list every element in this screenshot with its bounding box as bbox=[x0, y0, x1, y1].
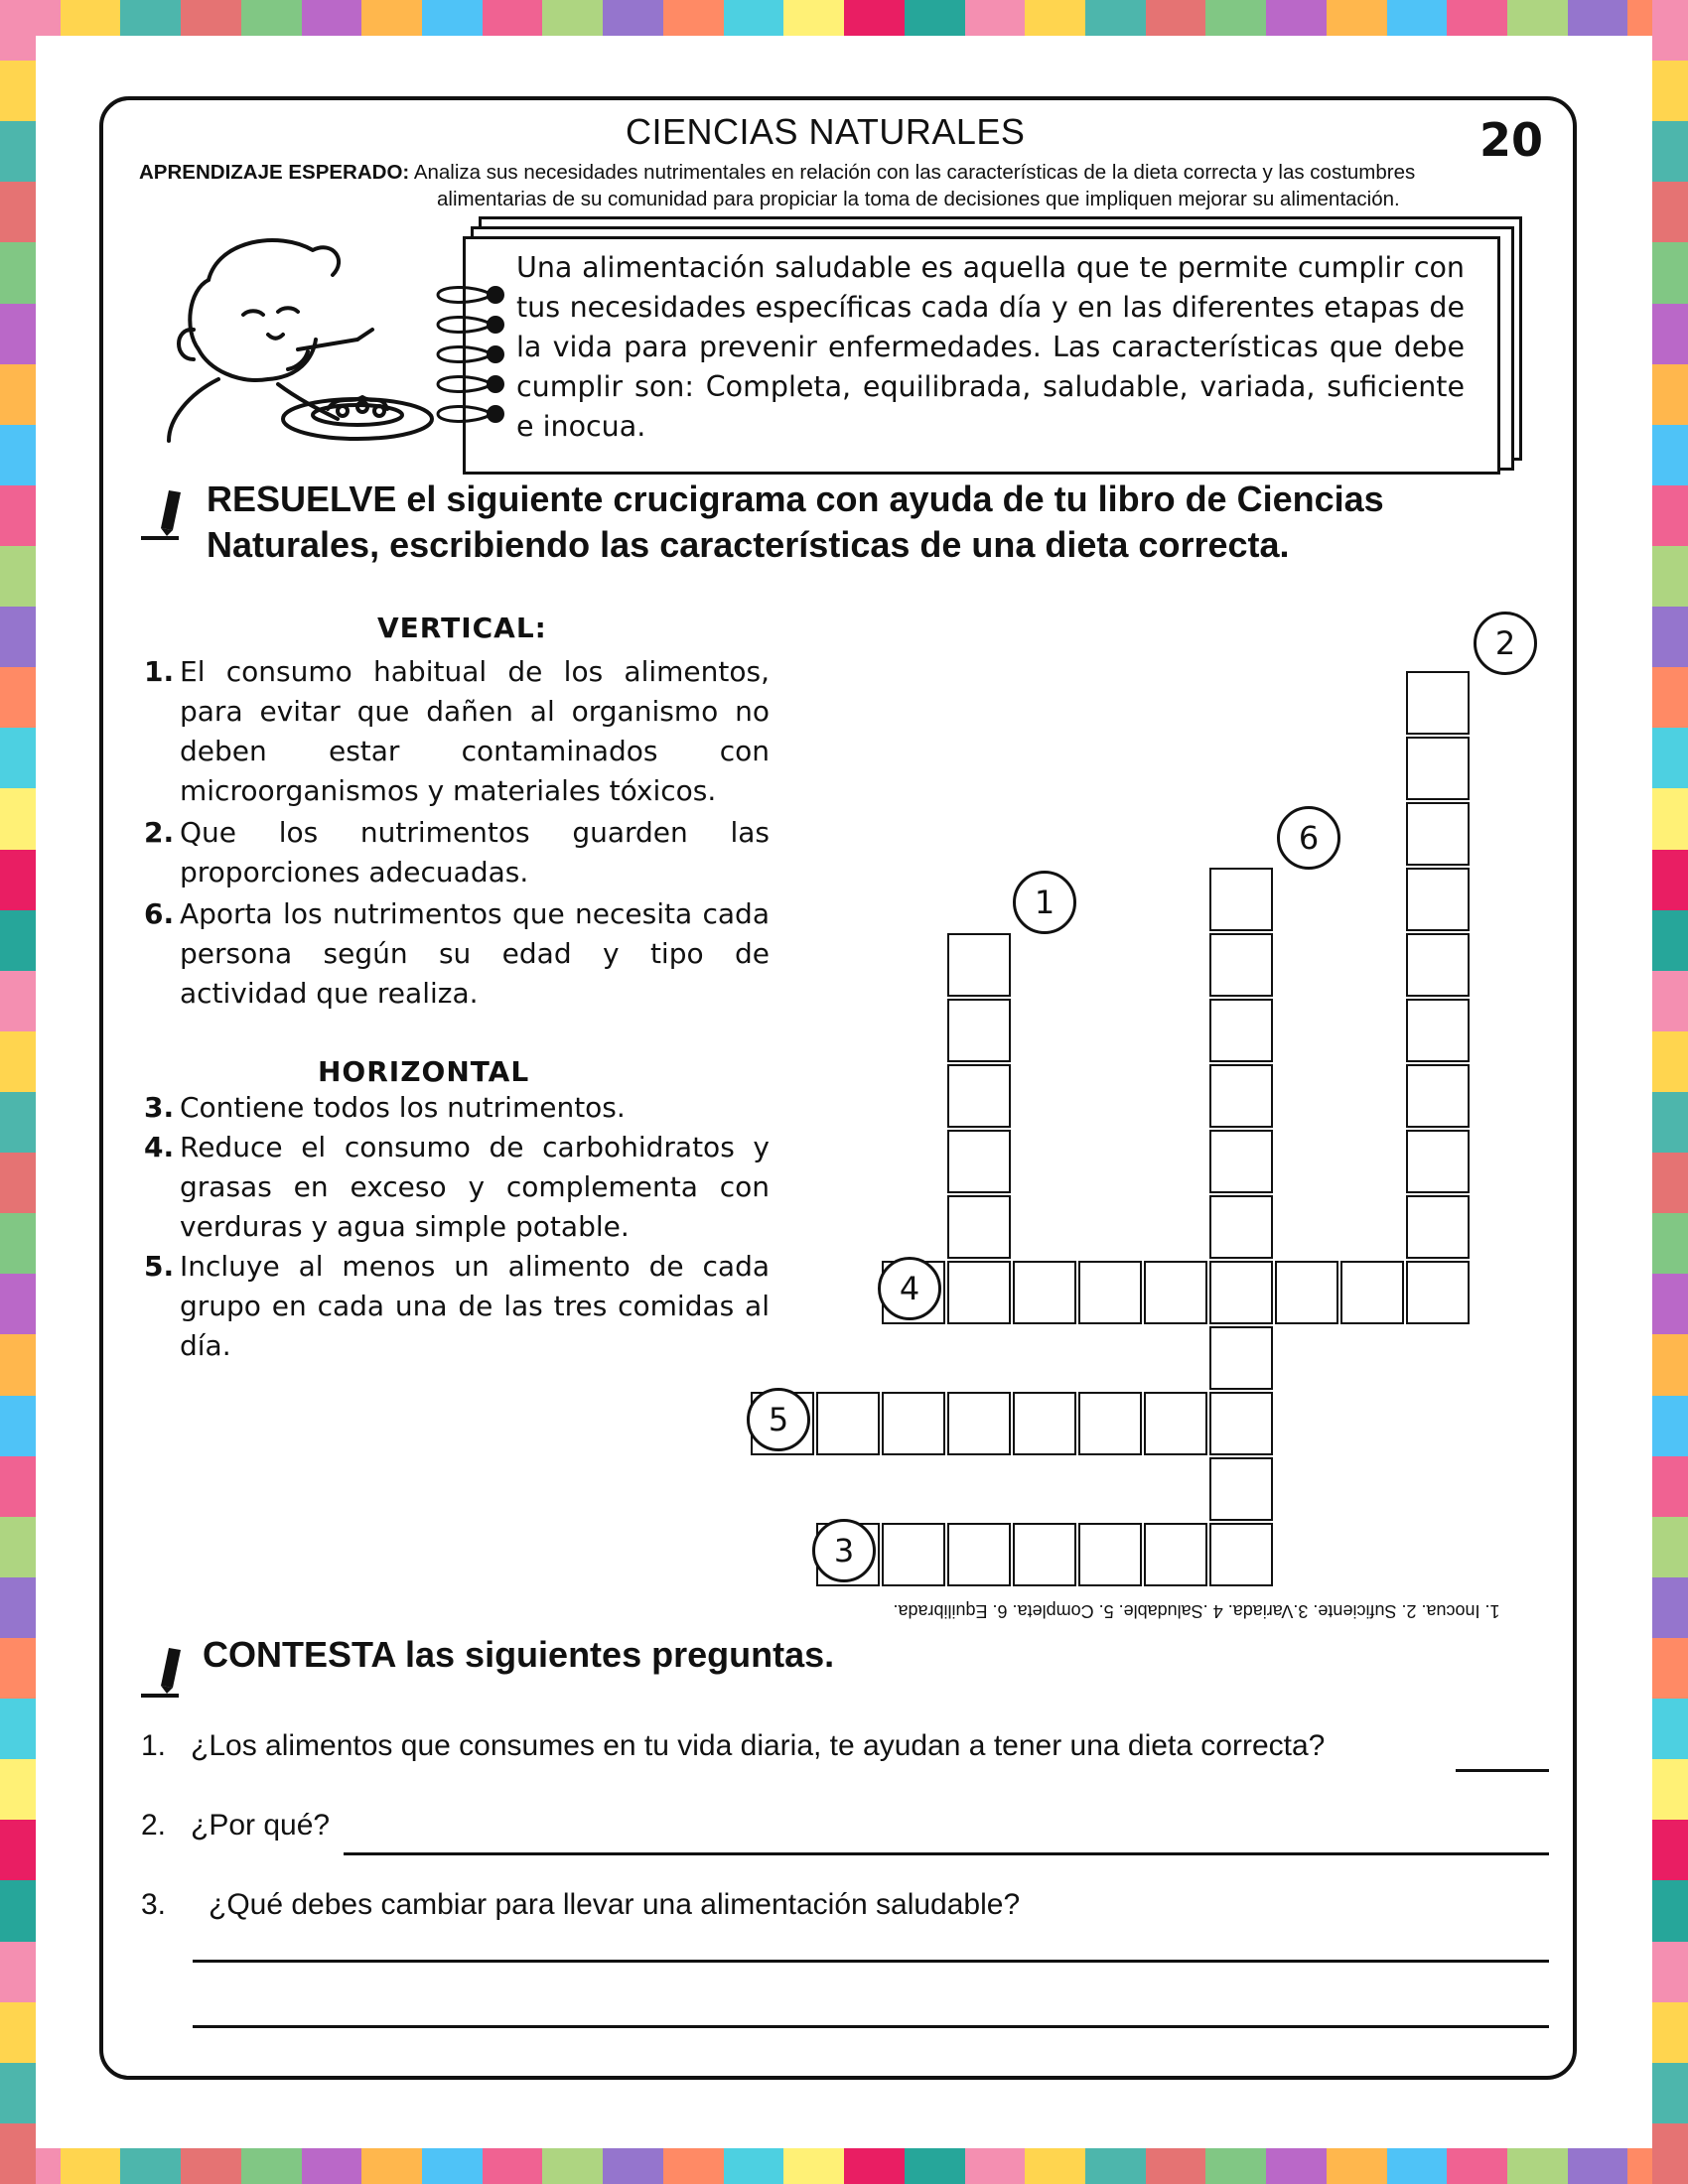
pencil-stripe bbox=[1447, 0, 1507, 36]
pencil-icon bbox=[139, 482, 199, 542]
pencil-stripe bbox=[1652, 1699, 1688, 1759]
crossword-cell[interactable] bbox=[1209, 1392, 1273, 1455]
crossword-clues bbox=[144, 612, 770, 1366]
horizontal-heading: HORIZONTAL bbox=[318, 1055, 530, 1088]
pencil-stripe bbox=[0, 607, 36, 667]
crossword-cell[interactable] bbox=[1013, 1392, 1076, 1455]
crossword-cell[interactable] bbox=[947, 1392, 1011, 1455]
pencil-stripe bbox=[724, 0, 784, 36]
crossword-cell[interactable] bbox=[1406, 1195, 1470, 1259]
pencil-stripe bbox=[181, 0, 241, 36]
crossword-number-3: 3 bbox=[812, 1519, 876, 1582]
pencil-stripe bbox=[1085, 2148, 1146, 2184]
crossword-cell[interactable] bbox=[1406, 1064, 1470, 1128]
pencil-stripe bbox=[844, 0, 905, 36]
pencil-stripe bbox=[0, 1213, 36, 1274]
clue-number: 2. bbox=[144, 816, 175, 849]
pencil-stripe bbox=[0, 2123, 36, 2184]
clue-text: Que los nutrimentos guarden las proporciones adecuadas. bbox=[180, 816, 770, 888]
pencil-stripe bbox=[0, 0, 36, 61]
crossword-cell[interactable] bbox=[1078, 1523, 1142, 1586]
question-1-text: ¿Los alimentos que consumes en tu vida diaria, te ayudan a tener una dieta correcta? bbox=[191, 1729, 1326, 1762]
pencil-stripe bbox=[1652, 364, 1688, 425]
pencil-stripe bbox=[0, 788, 36, 849]
pencil-stripe bbox=[0, 61, 36, 121]
clue-horizontal-4 bbox=[144, 1128, 770, 1247]
aprendizaje-text-1: Analiza sus necesidades nutrimentales en relación con las características de la dieta correcta y las costumbres bbox=[413, 161, 1416, 184]
pencil-stripe bbox=[1652, 182, 1688, 242]
crossword-cell[interactable] bbox=[947, 1523, 1011, 1586]
pencil-stripe bbox=[0, 1880, 36, 1941]
crossword-cell[interactable] bbox=[1209, 933, 1273, 997]
pencil-stripe bbox=[965, 0, 1026, 36]
pencil-stripe bbox=[0, 1153, 36, 1213]
vertical-heading: VERTICAL: bbox=[377, 612, 547, 644]
aprendizaje-text-2: alimentarias de su comunidad para propiciar la toma de decisiones que impliquen mejorar su alimentación. bbox=[437, 188, 1400, 210]
pencil-frame-top bbox=[0, 0, 1688, 36]
answer-line-2[interactable] bbox=[344, 1852, 1549, 1855]
pencil-stripe bbox=[1652, 2123, 1688, 2184]
pencil-stripe bbox=[483, 0, 543, 36]
pencil-stripe bbox=[0, 485, 36, 546]
crossword-cell[interactable] bbox=[1406, 802, 1470, 866]
crossword-cell[interactable] bbox=[1078, 1261, 1142, 1324]
crossword-cell[interactable] bbox=[1209, 1130, 1273, 1193]
pencil-stripe bbox=[1652, 607, 1688, 667]
aprendizaje-esperado bbox=[139, 159, 1529, 212]
pencil-stripe bbox=[1652, 1274, 1688, 1334]
crossword-cell[interactable] bbox=[1406, 1130, 1470, 1193]
notebook-ring bbox=[433, 405, 506, 423]
pencil-stripe bbox=[603, 2148, 663, 2184]
pencil-stripe bbox=[1507, 0, 1568, 36]
crossword-cell[interactable] bbox=[1209, 868, 1273, 931]
pencil-stripe bbox=[783, 2148, 844, 2184]
crossword-cell[interactable] bbox=[1406, 999, 1470, 1062]
pencil-stripe bbox=[1652, 850, 1688, 910]
pencil-stripe bbox=[1652, 1880, 1688, 1941]
pencil-stripe bbox=[0, 1031, 36, 1092]
pencil-stripe bbox=[1205, 0, 1266, 36]
pencil-stripe bbox=[663, 0, 724, 36]
pencil-stripe bbox=[1568, 0, 1628, 36]
pencil-icon bbox=[139, 1640, 199, 1700]
pencil-stripe bbox=[1652, 1517, 1688, 1577]
pencil-stripe bbox=[1652, 728, 1688, 788]
pencil-stripe bbox=[120, 0, 181, 36]
clue-number: 3. bbox=[144, 1091, 175, 1124]
page-number: 20 bbox=[1479, 113, 1544, 167]
crossword-cell[interactable] bbox=[1209, 1195, 1273, 1259]
pencil-stripe bbox=[0, 1274, 36, 1334]
pencil-stripe bbox=[0, 2002, 36, 2063]
questions-instruction: CONTESTA las siguientes preguntas. bbox=[203, 1634, 835, 1675]
pencil-stripe bbox=[0, 121, 36, 182]
pencil-stripe bbox=[0, 1334, 36, 1395]
crossword-cell[interactable] bbox=[1144, 1523, 1207, 1586]
pencil-stripe bbox=[0, 1577, 36, 1638]
crossword-cell[interactable] bbox=[1406, 671, 1470, 735]
pencil-stripe bbox=[361, 2148, 422, 2184]
crossword-cell[interactable] bbox=[1406, 1261, 1470, 1324]
notebook-ring bbox=[433, 375, 506, 393]
pencil-stripe bbox=[1652, 425, 1688, 485]
crossword-cell[interactable] bbox=[1340, 1261, 1404, 1324]
pencil-stripe bbox=[603, 0, 663, 36]
pencil-stripe bbox=[1652, 2002, 1688, 2063]
pencil-stripe bbox=[0, 182, 36, 242]
pencil-stripe bbox=[0, 971, 36, 1031]
clue-number: 4. bbox=[144, 1131, 175, 1163]
pencil-stripe bbox=[1652, 2063, 1688, 2123]
pencil-stripe bbox=[1652, 1031, 1688, 1092]
pencil-stripe bbox=[1652, 242, 1688, 303]
crossword-cell[interactable] bbox=[947, 999, 1011, 1062]
pencil-stripe bbox=[0, 910, 36, 971]
clue-text: Contiene todos los nutrimentos. bbox=[180, 1091, 626, 1124]
clue-text: Aporta los nutrimentos que necesita cada persona según su edad y tipo de actividad que realiza. bbox=[180, 897, 770, 1010]
pencil-stripe bbox=[1025, 0, 1085, 36]
crossword-cell[interactable] bbox=[816, 1392, 880, 1455]
pencil-stripe bbox=[0, 1638, 36, 1699]
crossword-cell[interactable] bbox=[947, 1261, 1011, 1324]
pencil-stripe bbox=[1146, 2148, 1206, 2184]
pencil-stripe bbox=[724, 2148, 784, 2184]
clue-vertical-1 bbox=[144, 652, 770, 811]
pencil-stripe bbox=[965, 2148, 1026, 2184]
pencil-stripe bbox=[61, 0, 121, 36]
pencil-stripe bbox=[1652, 1092, 1688, 1153]
crossword-cell[interactable] bbox=[1406, 933, 1470, 997]
pencil-stripe bbox=[844, 2148, 905, 2184]
kid-eating-illustration bbox=[149, 220, 437, 444]
pencil-stripe bbox=[302, 2148, 362, 2184]
pencil-stripe bbox=[0, 546, 36, 607]
intro-text: Una alimentación saludable es aquella que te permite cumplir con tus necesidades específicas cada día y en las diferentes etapas de la vida para prevenir enfermedades. Las características que debe cumplir son: Completa, equilibrada, saludable, variada, suficiente e inocua. bbox=[516, 251, 1465, 443]
pencil-stripe bbox=[1652, 788, 1688, 849]
pencil-stripe bbox=[1652, 971, 1688, 1031]
pencil-stripe bbox=[1447, 2148, 1507, 2184]
question-2-text: ¿Por qué? bbox=[191, 1809, 331, 1842]
pencil-stripe bbox=[1266, 2148, 1327, 2184]
page-title: CIENCIAS NATURALES bbox=[626, 111, 1026, 152]
pencil-stripe bbox=[1652, 667, 1688, 728]
pencil-stripe bbox=[1652, 1213, 1688, 1274]
crossword-cell[interactable] bbox=[1406, 868, 1470, 931]
pencil-stripe bbox=[61, 2148, 121, 2184]
aprendizaje-label: APRENDIZAJE ESPERADO: bbox=[139, 161, 410, 184]
crossword-cell[interactable] bbox=[1209, 1261, 1273, 1324]
pencil-stripe bbox=[1327, 2148, 1387, 2184]
pencil-stripe bbox=[1652, 1820, 1688, 1880]
pencil-stripe bbox=[0, 728, 36, 788]
pencil-stripe bbox=[905, 2148, 965, 2184]
pencil-stripe bbox=[1266, 0, 1327, 36]
crossword-number-4: 4 bbox=[878, 1257, 941, 1320]
question-2-number: 2. bbox=[141, 1809, 167, 1842]
pencil-stripe bbox=[361, 0, 422, 36]
pencil-stripe bbox=[1387, 2148, 1448, 2184]
clue-horizontal-5 bbox=[144, 1247, 770, 1366]
crossword-cell[interactable] bbox=[947, 1130, 1011, 1193]
pencil-stripe bbox=[1146, 0, 1206, 36]
crossword-cell[interactable] bbox=[947, 933, 1011, 997]
pencil-stripe bbox=[1025, 2148, 1085, 2184]
crossword-number-2: 2 bbox=[1474, 612, 1537, 675]
crossword-instruction: RESUELVE el siguiente crucigrama con ayuda de tu libro de Ciencias Naturales, escribiendo las características de una dieta correcta. bbox=[207, 478, 1384, 565]
crossword-cell[interactable] bbox=[1078, 1392, 1142, 1455]
crossword-number-1: 1 bbox=[1013, 871, 1076, 934]
question-3-text: ¿Qué debes cambiar para llevar una alimentación saludable? bbox=[209, 1888, 1021, 1921]
clue-number: 1. bbox=[144, 655, 175, 688]
crossword-cell[interactable] bbox=[1209, 1326, 1273, 1390]
pencil-stripe bbox=[0, 1942, 36, 2002]
crossword-cell[interactable] bbox=[1209, 1064, 1273, 1128]
answer-key-upside-down: 1. Inocua. 2. Suficiente. 3.Variada. 4 .Saludable. 5. Completa. 6. Equilibrada. bbox=[893, 1601, 1500, 1621]
pencil-stripe bbox=[783, 0, 844, 36]
pencil-stripe bbox=[302, 0, 362, 36]
pencil-stripe bbox=[0, 425, 36, 485]
pencil-stripe bbox=[1652, 910, 1688, 971]
pencil-stripe bbox=[1652, 546, 1688, 607]
answer-line-1[interactable] bbox=[1456, 1769, 1549, 1772]
crossword-cell[interactable] bbox=[1144, 1392, 1207, 1455]
crossword-cell[interactable] bbox=[882, 1392, 945, 1455]
pencil-stripe bbox=[1652, 1396, 1688, 1456]
pencil-stripe bbox=[483, 2148, 543, 2184]
pencil-stripe bbox=[1652, 61, 1688, 121]
pencil-stripe bbox=[542, 0, 603, 36]
pencil-stripe bbox=[0, 1456, 36, 1517]
crossword-number-5: 5 bbox=[747, 1388, 810, 1451]
notebook-ring bbox=[433, 286, 506, 304]
clue-vertical-6 bbox=[144, 894, 770, 1014]
pencil-stripe bbox=[0, 2063, 36, 2123]
pencil-stripe bbox=[1568, 2148, 1628, 2184]
clue-text: Incluye al menos un alimento de cada grupo en cada una de las tres comidas al día. bbox=[180, 1250, 770, 1362]
answer-line-3b[interactable] bbox=[193, 2025, 1549, 2028]
pencil-stripe bbox=[1652, 121, 1688, 182]
pencil-stripe bbox=[1652, 0, 1688, 61]
pencil-stripe bbox=[120, 2148, 181, 2184]
pencil-stripe bbox=[422, 0, 483, 36]
pencil-stripe bbox=[0, 364, 36, 425]
pencil-stripe bbox=[0, 1396, 36, 1456]
notebook-ring bbox=[433, 345, 506, 363]
pencil-stripe bbox=[181, 2148, 241, 2184]
crossword-cell[interactable] bbox=[1406, 737, 1470, 800]
crossword-cell[interactable] bbox=[1144, 1261, 1207, 1324]
clue-number: 5. bbox=[144, 1250, 175, 1283]
answer-line-3a[interactable] bbox=[193, 1960, 1549, 1963]
clue-horizontal-3 bbox=[144, 1088, 770, 1128]
pencil-stripe bbox=[422, 2148, 483, 2184]
question-3-number: 3. bbox=[141, 1888, 167, 1921]
pencil-stripe bbox=[1652, 1577, 1688, 1638]
question-1-number: 1. bbox=[141, 1729, 167, 1762]
pencil-stripe bbox=[1327, 0, 1387, 36]
pencil-stripe bbox=[542, 2148, 603, 2184]
clue-number: 6. bbox=[144, 897, 175, 930]
pencil-stripe bbox=[0, 242, 36, 303]
pencil-frame-left bbox=[0, 0, 36, 2184]
pencil-stripe bbox=[0, 1517, 36, 1577]
pencil-stripe bbox=[1652, 1334, 1688, 1395]
pencil-stripe bbox=[241, 0, 302, 36]
pencil-stripe bbox=[1085, 0, 1146, 36]
crossword-cell[interactable] bbox=[1209, 1523, 1273, 1586]
pencil-stripe bbox=[1652, 1153, 1688, 1213]
pencil-stripe bbox=[1205, 2148, 1266, 2184]
pencil-stripe bbox=[0, 1820, 36, 1880]
pencil-stripe bbox=[0, 850, 36, 910]
crossword-cell[interactable] bbox=[1013, 1261, 1076, 1324]
pencil-stripe bbox=[0, 667, 36, 728]
pencil-stripe bbox=[905, 0, 965, 36]
pencil-stripe bbox=[1652, 1638, 1688, 1699]
pencil-stripe bbox=[1652, 1759, 1688, 1820]
pencil-stripe bbox=[241, 2148, 302, 2184]
pencil-stripe bbox=[1652, 304, 1688, 364]
crossword-cell[interactable] bbox=[1275, 1261, 1338, 1324]
pencil-stripe bbox=[0, 1759, 36, 1820]
pencil-stripe bbox=[0, 1092, 36, 1153]
crossword-cell[interactable] bbox=[882, 1523, 945, 1586]
crossword-cell[interactable] bbox=[947, 1195, 1011, 1259]
pencil-stripe bbox=[0, 304, 36, 364]
pencil-stripe bbox=[1387, 0, 1448, 36]
crossword-cell[interactable] bbox=[947, 1064, 1011, 1128]
clue-vertical-2 bbox=[144, 813, 770, 892]
notebook-ring bbox=[433, 316, 506, 334]
crossword-cell[interactable] bbox=[1209, 999, 1273, 1062]
crossword-number-6: 6 bbox=[1277, 806, 1340, 870]
pencil-frame-right bbox=[1652, 0, 1688, 2184]
clue-text: El consumo habitual de los alimentos, para evitar que dañen al organismo no deben estar contaminados con microorganismos y materiales tóxicos. bbox=[180, 655, 770, 807]
pencil-stripe bbox=[1652, 1942, 1688, 2002]
pencil-frame-bottom bbox=[0, 2148, 1688, 2184]
clue-text: Reduce el consumo de carbohidratos y grasas en exceso y complementa con verduras y agua simple potable. bbox=[180, 1131, 770, 1243]
pencil-stripe bbox=[1652, 485, 1688, 546]
pencil-stripe bbox=[1652, 1456, 1688, 1517]
pencil-stripe bbox=[663, 2148, 724, 2184]
pencil-stripe bbox=[1507, 2148, 1568, 2184]
crossword-cell[interactable] bbox=[1013, 1523, 1076, 1586]
crossword-cell[interactable] bbox=[1209, 1457, 1273, 1521]
pencil-stripe bbox=[0, 1699, 36, 1759]
